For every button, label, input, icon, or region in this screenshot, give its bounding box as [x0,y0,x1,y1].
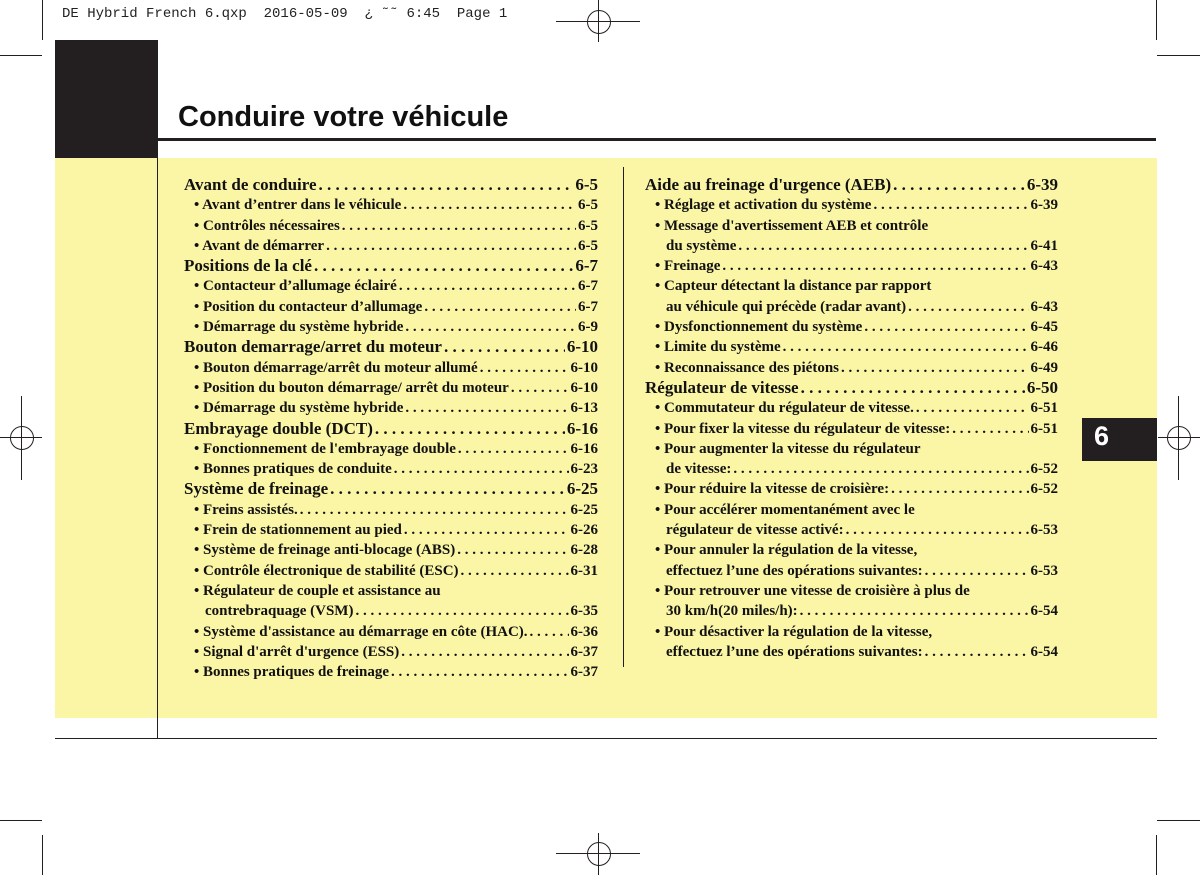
toc-entry-text: • Capteur détectant la distance par rapport [655,278,932,295]
dot-leader [314,256,573,276]
dot-leader [330,479,565,499]
toc-subentry [645,520,1058,540]
toc-subentry [645,256,1058,276]
toc-subentry [645,561,1058,581]
dot-leader [401,642,568,662]
toc-entry-text: • Régulateur de couple et assistance au [194,582,441,599]
toc-page-number: 6-23 [570,461,598,478]
left-margin-rule [157,158,158,738]
toc-subentry [184,500,598,520]
toc-page-number: 6-41 [1030,237,1058,254]
toc-subentry [645,540,1058,560]
toc-page-number: 6-10 [570,379,598,396]
dot-leader [399,276,576,296]
toc-section-entry [184,337,598,357]
dot-leader [722,256,1028,276]
toc-subentry [184,195,598,215]
toc-subentry [184,358,598,378]
toc-subentry [184,276,598,296]
toc-page-number: 6-25 [570,501,598,518]
toc-subentry [645,337,1058,357]
toc-section-entry [184,479,598,499]
dot-leader [405,317,576,337]
toc-subentry [184,662,598,682]
toc-subentry [184,581,598,601]
toc-entry-text: Avant de conduire [184,175,317,194]
toc-entry-text: • Pour annuler la régulation de la vitesse, [655,542,918,559]
toc-entry-text: • Freins assistés. [194,501,298,518]
toc-page-number: 6-53 [1030,562,1058,579]
toc-entry-text: Embrayage double (DCT) [184,418,373,438]
toc-subentry [645,622,1058,642]
toc-subentry [645,601,1058,621]
toc-page-number: 6-10 [566,337,598,357]
toc-entry-text: • Dysfonctionnement du système [655,319,863,336]
toc-page-number: 6-28 [570,542,598,559]
toc-page-number: 6-39 [1026,175,1058,194]
toc-entry-text: • Pour retrouver une vitesse de croisière à plus de [655,582,970,599]
toc-page-number: 6-37 [570,664,598,681]
toc-page-number: 6-5 [578,237,598,254]
dot-leader [873,195,1028,215]
toc-entry-text: 30 km/h(20 miles/h): [666,603,798,620]
toc-entry-text: • Pour augmenter la vitesse du régulateur [655,440,921,457]
toc-subentry [184,642,598,662]
dot-leader [864,317,1028,337]
toc-page-number: 6-51 [1030,400,1058,417]
header-black-tab [55,40,158,158]
toc-entry-text: • Position du bouton démarrage/ arrêt du moteur [194,379,509,396]
toc-page-number: 6-49 [1030,359,1058,376]
column-divider [623,167,624,667]
toc-entry-text: • Bonnes pratiques de conduite [194,461,392,478]
toc-subentry [184,378,598,398]
toc-page-number: 6-43 [1030,258,1058,275]
toc-page-number: 6-5 [578,197,598,214]
toc-entry-text: Bouton demarrage/arret du moteur [184,337,442,357]
toc-entry-text: • Bonnes pratiques de freinage [194,664,389,681]
dot-leader [375,419,565,439]
toc-section-entry [184,419,598,439]
dot-leader [738,236,1028,256]
toc-entry-text: • Système d'assistance au démarrage en côte (HAC). [194,623,528,640]
dot-leader [801,378,1025,398]
toc-page-number: 6-53 [1030,522,1058,539]
dot-leader [891,479,1028,499]
dot-leader [846,520,1029,540]
toc-subentry [184,216,598,236]
toc-subentry [645,419,1058,439]
toc-subentry [645,398,1058,418]
toc-entry-text: • Contacteur d’allumage éclairé [194,278,397,295]
dot-leader [511,378,569,398]
toc-entry-text: • Fonctionnement de l'embrayage double [194,440,456,457]
toc-page-number: 6-45 [1030,319,1058,336]
dot-leader [461,561,569,581]
toc-entry-text: • Contrôles nécessaires [194,217,340,234]
toc-entry-text: • Avant d’entrer dans le véhicule [194,197,402,214]
chapter-number: 6 [1094,421,1110,451]
toc-entry-text: • Démarrage du système hybride [194,319,404,336]
toc-entry-text: • Signal d'arrêt d'urgence (ESS) [194,643,400,660]
toc-entry-text: • Bouton démarrage/arrêt du moteur allumé [194,359,478,376]
dot-leader [916,398,1029,418]
toc-page-number: 6-16 [566,418,598,438]
toc-page-number: 6-25 [566,479,598,499]
toc-entry-text: • Pour désactiver la régulation de la vitesse, [655,623,933,640]
toc-page-number: 6-7 [575,256,598,276]
toc-page-number: 6-7 [578,298,598,315]
toc-page-number: 6-5 [575,175,598,194]
toc-page-number: 6-36 [570,623,598,640]
toc-page-number: 6-7 [578,278,598,295]
toc-entry-text: • Réglage et activation du système [655,197,872,214]
toc-entry-text: du système [666,237,737,254]
dot-leader [908,297,1028,317]
toc-entry-text: • Pour accélérer momentanément avec le [655,501,915,518]
toc-subentry [184,398,598,418]
dot-leader [405,398,568,418]
toc-entry-text: • Limite du système [655,339,781,356]
page-title: Conduire votre véhicule [178,101,509,133]
dot-leader [355,601,568,621]
toc-subentry [645,500,1058,520]
toc-page-number: 6-54 [1030,603,1058,620]
toc-entry-text: • Message d'avertissement AEB et contrôle [655,217,929,234]
toc-page-number: 6-51 [1030,420,1058,437]
toc-page-number: 6-26 [570,522,598,539]
file-slug: DE Hybrid French 6.qxp 2016-05-09 ¿ ˜˜ 6:45 Page 1 [62,6,508,22]
toc-subentry [184,317,598,337]
toc-subentry [645,358,1058,378]
dot-leader [925,642,1029,662]
toc-page-number: 6-52 [1030,461,1058,478]
dot-leader [326,236,576,256]
toc-subentry [645,297,1058,317]
toc-subentry [184,520,598,540]
toc-subentry [645,317,1058,337]
toc-page-number: 6-31 [570,562,598,579]
toc-entry-text: • Commutateur du régulateur de vitesse. [655,400,914,417]
toc-entry-text: • Démarrage du système hybride [194,400,404,417]
toc-subentry [184,561,598,581]
toc-subentry [645,459,1058,479]
toc-section-entry [645,378,1058,398]
toc-entry-text: • Frein de stationnement au pied [194,522,402,539]
toc-page-number: 6-9 [578,319,598,336]
toc-page-number: 6-52 [1030,481,1058,498]
dot-leader [480,358,569,378]
toc-entry-text: • Reconnaissance des piétons [655,359,840,376]
dot-leader [391,662,569,682]
toc-subentry [184,439,598,459]
toc-entry-text: • Pour fixer la vitesse du régulateur de vitesse: [655,420,951,437]
toc-right-column [645,175,1058,662]
toc-entry-text: Positions de la clé [184,256,312,276]
dot-leader [319,175,574,195]
toc-page-number: 6-16 [570,440,598,457]
dot-leader [952,419,1028,439]
dot-leader [925,561,1029,581]
toc-subentry [645,581,1058,601]
dot-leader [444,337,565,357]
bottom-rule [55,738,1157,739]
toc-page-number: 6-39 [1030,197,1058,214]
toc-subentry [645,276,1058,296]
dot-leader [394,459,569,479]
toc-entry-text: • Freinage [655,258,721,275]
dot-leader [530,622,569,642]
toc-page-number: 6-13 [570,400,598,417]
toc-entry-text: Aide au freinage d'urgence (AEB) [645,175,892,194]
toc-page-number: 6-46 [1030,339,1058,356]
dot-leader [403,195,576,215]
dot-leader [424,297,576,317]
toc-page-number: 6-37 [570,643,598,660]
toc-subentry [184,601,598,621]
toc-subentry [645,216,1058,236]
toc-section-entry [645,175,1058,195]
toc-subentry [645,236,1058,256]
toc-subentry [645,479,1058,499]
title-rule [158,138,1156,141]
toc-subentry [184,540,598,560]
toc-page-number: 6-50 [1026,377,1058,397]
toc-page-number: 6-10 [570,359,598,376]
dot-leader [342,216,576,236]
dot-leader [783,337,1029,357]
toc-section-entry [184,175,598,195]
toc-entry-text: contrebraquage (VSM) [205,603,354,620]
toc-page-number: 6-43 [1030,298,1058,315]
dot-leader [457,540,568,560]
toc-entry-text: • Avant de démarrer [194,237,325,254]
toc-subentry [645,195,1058,215]
dot-leader [404,520,569,540]
toc-subentry [645,642,1058,662]
toc-entry-text: • Contrôle électronique de stabilité (ESC) [194,562,459,579]
toc-subentry [184,459,598,479]
toc-left-column [184,175,598,682]
toc-entry-text: effectuez l’une des opérations suivantes: [666,562,923,579]
toc-entry-text: effectuez l’une des opérations suivantes: [666,643,923,660]
toc-entry-text: • Système de freinage anti-blocage (ABS) [194,542,456,559]
dot-leader [300,500,569,520]
toc-entry-text: • Pour réduire la vitesse de croisière: [655,481,890,498]
toc-entry-text: Régulateur de vitesse [645,377,799,397]
toc-entry-text: • Position du contacteur d’allumage [194,298,423,315]
dot-leader [458,439,569,459]
toc-entry-text: Système de freinage [184,479,329,499]
toc-subentry [645,439,1058,459]
toc-entry-text: régulateur de vitesse activé: [666,522,844,539]
toc-entry-text: de vitesse: [666,461,732,478]
toc-subentry [184,297,598,317]
toc-subentry [184,622,598,642]
toc-page-number: 6-54 [1030,643,1058,660]
toc-subentry [184,236,598,256]
dot-leader [800,601,1029,621]
dot-leader [733,459,1028,479]
toc-section-entry [184,256,598,276]
dot-leader [841,358,1028,378]
toc-entry-text: au véhicule qui précède (radar avant) [666,298,907,315]
toc-page-number: 6-5 [578,217,598,234]
dot-leader [893,175,1025,195]
toc-page-number: 6-35 [570,603,598,620]
